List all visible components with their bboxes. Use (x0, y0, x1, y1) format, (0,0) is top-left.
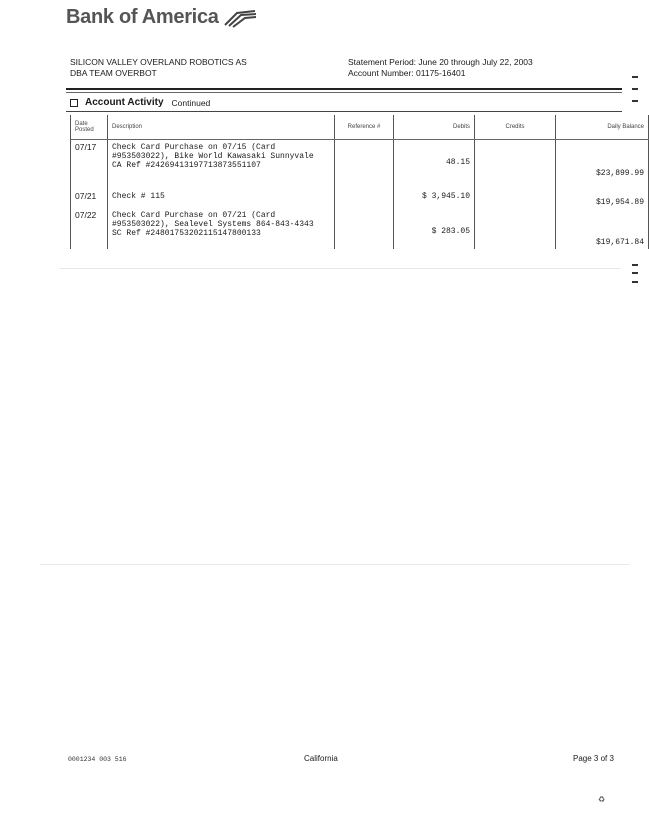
row-balance-value: $19,671.84 (595, 238, 644, 247)
statement-block (348, 57, 533, 79)
row-date: 07/17 (71, 140, 108, 190)
row-desc-line: Check Card Purchase on 07/15 (Card (112, 143, 276, 152)
section-heading (70, 97, 210, 108)
row-reference (335, 140, 394, 190)
flag-icon (223, 9, 257, 27)
header-credits: Credits (475, 115, 556, 140)
square-bullet-icon (70, 99, 78, 107)
page-number: Page 3 of 3 (573, 754, 614, 763)
scan-artifact (632, 264, 638, 266)
scan-artifact (632, 76, 638, 78)
row-debit-value: $ 283.05 (431, 227, 470, 236)
row-reference (335, 208, 394, 249)
table-row (71, 208, 649, 249)
scan-artifact (632, 281, 638, 283)
row-balance-value: $23,899.99 (595, 169, 644, 178)
row-desc-line: #953503022), Sealevel Systems 864-843-4343 (112, 220, 314, 229)
bank-logo (66, 6, 257, 29)
header-rule (66, 88, 622, 90)
row-date: 07/21 (71, 189, 108, 208)
row-balance-value: $19,954.89 (595, 198, 644, 207)
row-debit (394, 208, 475, 249)
row-desc-line: #953503022), Bike World Kawasaki Sunnyvale (112, 152, 314, 161)
scan-artifact (632, 88, 638, 90)
row-balance (556, 189, 649, 208)
table-header-row (71, 115, 649, 140)
section-rule (66, 111, 622, 112)
row-debit (394, 140, 475, 190)
customer-dba: DBA TEAM OVERBOT (70, 68, 157, 78)
footer-state: California (304, 754, 338, 763)
row-debit: $ 3,945.10 (394, 189, 475, 208)
row-credit (475, 140, 556, 190)
row-description (108, 208, 335, 249)
row-desc-line: CA Ref #24269413197713873551107 (112, 161, 261, 170)
row-reference (335, 189, 394, 208)
row-description (108, 140, 335, 190)
section-title: Account Activity (85, 97, 164, 108)
header-balance: Daily Balance (556, 115, 649, 140)
row-description (108, 189, 335, 208)
row-desc-line: SC Ref #24801753202115147800133 (112, 229, 261, 238)
row-balance (556, 208, 649, 249)
recycle-icon: ♻ (598, 795, 606, 804)
row-desc-line: Check Card Purchase on 07/21 (Card (112, 211, 276, 220)
header-debits: Debits (394, 115, 475, 140)
row-desc-line: Check # 115 (112, 192, 165, 201)
scan-artifact (632, 272, 638, 274)
customer-block (70, 57, 247, 79)
footer-code: 0001234 003 516 (68, 756, 127, 763)
account-number: Account Number: 01175-16401 (348, 68, 466, 78)
row-debit-value: 48.15 (445, 158, 470, 167)
bank-name: Bank of America (66, 6, 219, 28)
activity-table (70, 115, 649, 249)
header-rule-thin (66, 92, 622, 93)
statement-period: Statement Period: June 20 through July 22, 2003 (348, 57, 533, 67)
scan-artifact (632, 100, 638, 102)
customer-name: SILICON VALLEY OVERLAND ROBOTICS AS (70, 57, 247, 67)
row-balance (556, 140, 649, 190)
table-row (71, 189, 649, 208)
scan-artifact (60, 268, 620, 269)
header-reference: Reference # (335, 115, 394, 140)
row-credit (475, 189, 556, 208)
header-date: Date Posted (71, 115, 108, 140)
section-subtitle: Continued (171, 97, 211, 108)
table-row (71, 140, 649, 190)
header-description: Description (108, 115, 335, 140)
row-credit (475, 208, 556, 249)
row-date: 07/22 (71, 208, 108, 249)
scan-artifact (40, 564, 630, 565)
